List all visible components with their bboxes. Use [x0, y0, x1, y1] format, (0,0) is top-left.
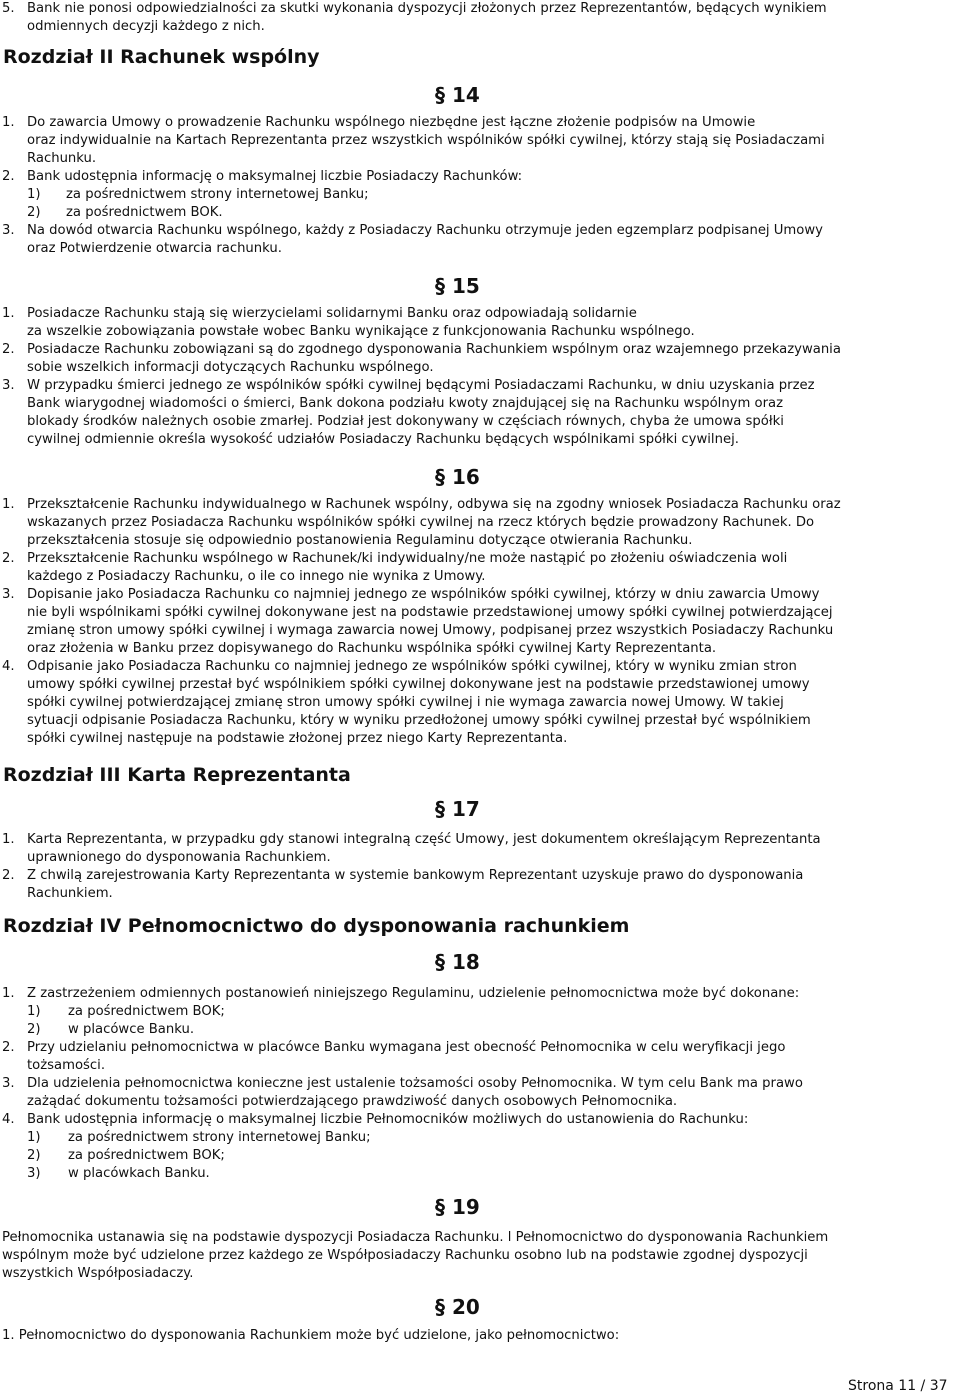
- item-text-line: odmiennych decyzji każdego z nich.: [27, 19, 265, 34]
- list-item: [0, 377, 950, 449]
- list-item: [0, 222, 950, 258]
- item-text-line: Posiadacze Rachunku stają się wierzycielami solidarnymi Banku oraz odpowiadają solidarnie: [27, 306, 637, 321]
- item-text-line: Bank nie ponosi odpowiedzialności za skutki wykonania dyspozycji złożonych przez Reprezentantów, będących wynikiem: [27, 1, 827, 16]
- list-item: [0, 1075, 950, 1111]
- item-number: 3.: [2, 378, 15, 393]
- sub-item-text: za pośrednictwem BOK;: [68, 1004, 225, 1019]
- sub-item: [0, 1003, 950, 1021]
- sub-item: [0, 1165, 950, 1183]
- item-text-line: Z chwilą zarejestrowania Karty Reprezentanta w systemie bankowym Reprezentant uzyskuje prawo do dysponowania: [27, 868, 804, 883]
- page-number: Strona 11 / 37: [848, 1378, 948, 1394]
- item-text-line: Dopisanie jako Posiadacza Rachunku co najmniej jednego ze wspólników spółki cywilnej, którzy w dniu zawarcia Umowy: [27, 587, 820, 602]
- chapter-heading: Rozdział II Rachunek wspólny: [3, 46, 320, 68]
- item-text-line: sytuacji odpisanie Posiadacza Rachunku, który w wyniku przedłożonej umowy spółki cywilnej przestał być wspólnikiem: [27, 713, 811, 728]
- item-text-line: cywilnej odmiennie określa wysokość udziałów Posiadaczy Rachunku będących wspólnikami spółki cywilnej.: [27, 432, 739, 447]
- item-number: 2.: [2, 169, 15, 184]
- sub-item-text: za pośrednictwem strony internetowej Banku;: [68, 1130, 371, 1145]
- item-number: 3.: [2, 587, 15, 602]
- section-16: [0, 496, 950, 748]
- list-item: [0, 550, 950, 586]
- item-number: 2.: [2, 868, 15, 883]
- list-item: [0, 1039, 950, 1075]
- item-number: 1.: [2, 306, 15, 321]
- sub-item: [0, 1129, 950, 1147]
- item-text-line: tożsamości.: [27, 1058, 106, 1073]
- item-text-line: Bank wiarygodnej wiadomości o śmierci, Bank dokona podziału kwoty znajdującej się na Rachunku wspólnym oraz: [27, 396, 784, 411]
- section-14: [0, 114, 950, 258]
- item-text-line: oraz Potwierdzenie otwarcia rachunku.: [27, 241, 282, 256]
- item-number: 2.: [2, 551, 15, 566]
- item-text-line: za wszelkie zobowiązania powstałe wobec Banku wynikające z funkcjonowania Rachunku wspólnego.: [27, 324, 695, 339]
- list-item: [0, 305, 950, 341]
- item-number: 3.: [2, 1076, 15, 1091]
- item-text-line: Przekształcenie Rachunku wspólnego w Rachunek/ki indywidualny/ne może nastąpić po złożeniu oświadczenia woli: [27, 551, 788, 566]
- item-text-line: Posiadacze Rachunku zobowiązani są do zgodnego dysponowania Rachunkiem wspólnym oraz wzajemnego przekazywania: [27, 342, 841, 357]
- list-item: [0, 586, 950, 658]
- item-text-line: Do zawarcia Umowy o prowadzenie Rachunku wspólnego niezbędne jest łączne złożenie podpisów na Umowie: [27, 115, 756, 130]
- item-text-line: zmianę stron umowy spółki cywilnej i wymaga zawarcia nowej Umowy, podpisanej przez wszystkich Posiadaczy Rachunku: [27, 623, 834, 638]
- sub-item-number: 2): [27, 1148, 41, 1163]
- section-17: [0, 831, 950, 903]
- item-number: 4.: [2, 1112, 15, 1127]
- item-text-line: wskazanych przez Posiadacza Rachunku wspólników spółki cywilnej na rzecz których będzie prowadzony Rachunek. Do: [27, 515, 815, 530]
- sub-item: [0, 1021, 950, 1039]
- item-text-line: blokady środków należnych osobie zmarłej. Podział jest dokonywany w częściach równych, chyba że umowa spółki: [27, 414, 784, 429]
- item-text-line: Na dowód otwarcia Rachunku wspólnego, każdy z Posiadaczy Rachunku otrzymuje jeden egzemplarz podpisanej Umowy: [27, 223, 823, 238]
- section-18: [0, 985, 950, 1183]
- list-item: [0, 831, 950, 867]
- paragraph-line: wszystkich Współposiadaczy.: [2, 1266, 194, 1281]
- chapter-heading: Rozdział III Karta Reprezentanta: [3, 764, 351, 786]
- item-text-line: przekształcenia stosuje się odpowiednio postanowienia Regulaminu dotyczące otwierania Rachunku.: [27, 533, 693, 548]
- item-number: 1.: [2, 832, 15, 847]
- sub-item-number: 1): [27, 187, 41, 202]
- sub-item-text: za pośrednictwem strony internetowej Banku;: [66, 187, 369, 202]
- list-item: [0, 1111, 950, 1129]
- section-mark: § 15: [435, 274, 480, 298]
- section-20: [0, 1327, 950, 1345]
- item-text-line: Bank udostępnia informację o maksymalnej liczbie Posiadaczy Rachunków:: [27, 169, 523, 184]
- item-text-line: Dla udzielenia pełnomocnictwa konieczne jest ustalenie tożsamości osoby Pełnomocnika. W tym celu Bank ma prawo: [27, 1076, 803, 1091]
- item-number: 1.: [2, 497, 15, 512]
- section-15: [0, 305, 950, 449]
- item-text-line: spółki cywilnej potwierdzającej zmianę stron umowy spółki cywilnej i nie wymaga zawarcia nowej Umowy. W takiej: [27, 695, 784, 710]
- section-mark: § 16: [435, 465, 480, 489]
- sub-item: [0, 204, 950, 222]
- item-number: 1.: [2, 115, 15, 130]
- item-text-line: Bank udostępnia informację o maksymalnej liczbie Pełnomocników możliwych do ustanowienia do Rachunku:: [27, 1112, 749, 1127]
- section-mark: § 19: [435, 1195, 480, 1219]
- sub-item-text: za pośrednictwem BOK.: [66, 205, 223, 220]
- list-item: [0, 985, 950, 1003]
- item-number: 1.: [2, 986, 15, 1001]
- section-mark: § 18: [435, 950, 480, 974]
- item-text-line: sobie wszelkich informacji dotyczących Rachunku wspólnego.: [27, 360, 434, 375]
- sub-item: [0, 1147, 950, 1165]
- sub-item-text: w placówce Banku.: [68, 1022, 195, 1037]
- item-text-line: nie byli wspólnikami spółki cywilnej dokonywane jest na podstawie przedstawionej umowy spółki cywilnej potwierdzającej: [27, 605, 833, 620]
- sub-item-number: 3): [27, 1166, 41, 1181]
- item-number: 1.: [2, 1328, 15, 1343]
- item-text-line: Z zastrzeżeniem odmiennych postanowień niniejszego Regulaminu, udzielenie pełnomocnictwa może być dokonane:: [27, 986, 800, 1001]
- item-text-line: spółki cywilnej następuje na podstawie złożonej przez niego Karty Reprezentanta.: [27, 731, 568, 746]
- section-mark: § 14: [435, 83, 480, 107]
- list-item: [0, 168, 950, 186]
- item-number: 2.: [2, 342, 15, 357]
- sub-item-text: w placówkach Banku.: [68, 1166, 210, 1181]
- section-mark: § 20: [435, 1295, 480, 1319]
- item-text-line: Przy udzielaniu pełnomocnictwa w placówce Banku wymagana jest obecność Pełnomocnika w celu weryfikacji jego: [27, 1040, 786, 1055]
- item-number: 5.: [2, 1, 15, 16]
- chapter-heading: Rozdział IV Pełnomocnictwo do dysponowania rachunkiem: [3, 915, 630, 937]
- paragraph-line: Pełnomocnika ustanawia się na podstawie dyspozycji Posiadacza Rachunku. l Pełnomocnictwo do dysponowania Rachunkiem: [2, 1230, 829, 1245]
- item-number: 2.: [2, 1040, 15, 1055]
- sub-item-text: za pośrednictwem BOK;: [68, 1148, 225, 1163]
- item-text-line: W przypadku śmierci jednego ze wspólników spółki cywilnej będącymi Posiadaczami Rachunku, w dniu uzyskania przez: [27, 378, 815, 393]
- item-number: 3.: [2, 223, 15, 238]
- list-item: [0, 341, 950, 377]
- sub-item-number: 1): [27, 1130, 41, 1145]
- list-item: [0, 658, 950, 748]
- list-item: [0, 867, 950, 903]
- section-19: [0, 1229, 950, 1283]
- list-item: [0, 114, 950, 168]
- item-text-line: umowy spółki cywilnej przestał być wspólnikiem spółki cywilnej dokonywane jest na podstawie przedstawionej umowy: [27, 677, 810, 692]
- sub-item-number: 2): [27, 205, 41, 220]
- item-text-line: każdego z Posiadaczy Rachunku, o ile co innego nie wynika z Umowy.: [27, 569, 486, 584]
- item-text-line: Rachunkiem.: [27, 886, 113, 901]
- item-text-line: Karta Reprezentanta, w przypadku gdy stanowi integralną część Umowy, jest dokumentem określającym Reprezentanta: [27, 832, 821, 847]
- item-text-line: oraz złożenia w Banku przez dopisywanego do Rachunku wspólnika spółki cywilnej Karty Reprezentanta.: [27, 641, 717, 656]
- sub-item-number: 1): [27, 1004, 41, 1019]
- item-text: Pełnomocnictwo do dysponowania Rachunkiem może być udzielone, jako pełnomocnictwo:: [18, 1328, 620, 1343]
- section-mark: § 17: [435, 797, 480, 821]
- item-number: 4.: [2, 659, 15, 674]
- list-item: [0, 0, 950, 36]
- item-text-line: oraz indywidualnie na Kartach Reprezentanta przez wszystkich wspólników spółki cywilnej, którzy stają się Posiadaczami: [27, 133, 825, 148]
- sub-item-number: 2): [27, 1022, 41, 1037]
- item-text-line: Przekształcenie Rachunku indywidualnego w Rachunek wspólny, odbywa się na zgodny wniosek Posiadacza Rachunku oraz: [27, 497, 841, 512]
- item-text-line: Rachunku.: [27, 151, 97, 166]
- item-text-line: zażądać dokumentu tożsamości potwierdzającego prawdziwość danych osobowych Pełnomocnika.: [27, 1094, 678, 1109]
- list-item: [0, 496, 950, 550]
- paragraph-line: wspólnym może być udzielone przez każdego ze Współposiadaczy Rachunku osobno lub na podstawie zgodnej dyspozycji: [2, 1248, 808, 1263]
- item-text-line: uprawnionego do dysponowania Rachunkiem.: [27, 850, 331, 865]
- item-text-line: Odpisanie jako Posiadacza Rachunku co najmniej jednego ze wspólników spółki cywilnej, który w wyniku zmian stron: [27, 659, 797, 674]
- list-item: [0, 1327, 950, 1345]
- sub-item: [0, 186, 950, 204]
